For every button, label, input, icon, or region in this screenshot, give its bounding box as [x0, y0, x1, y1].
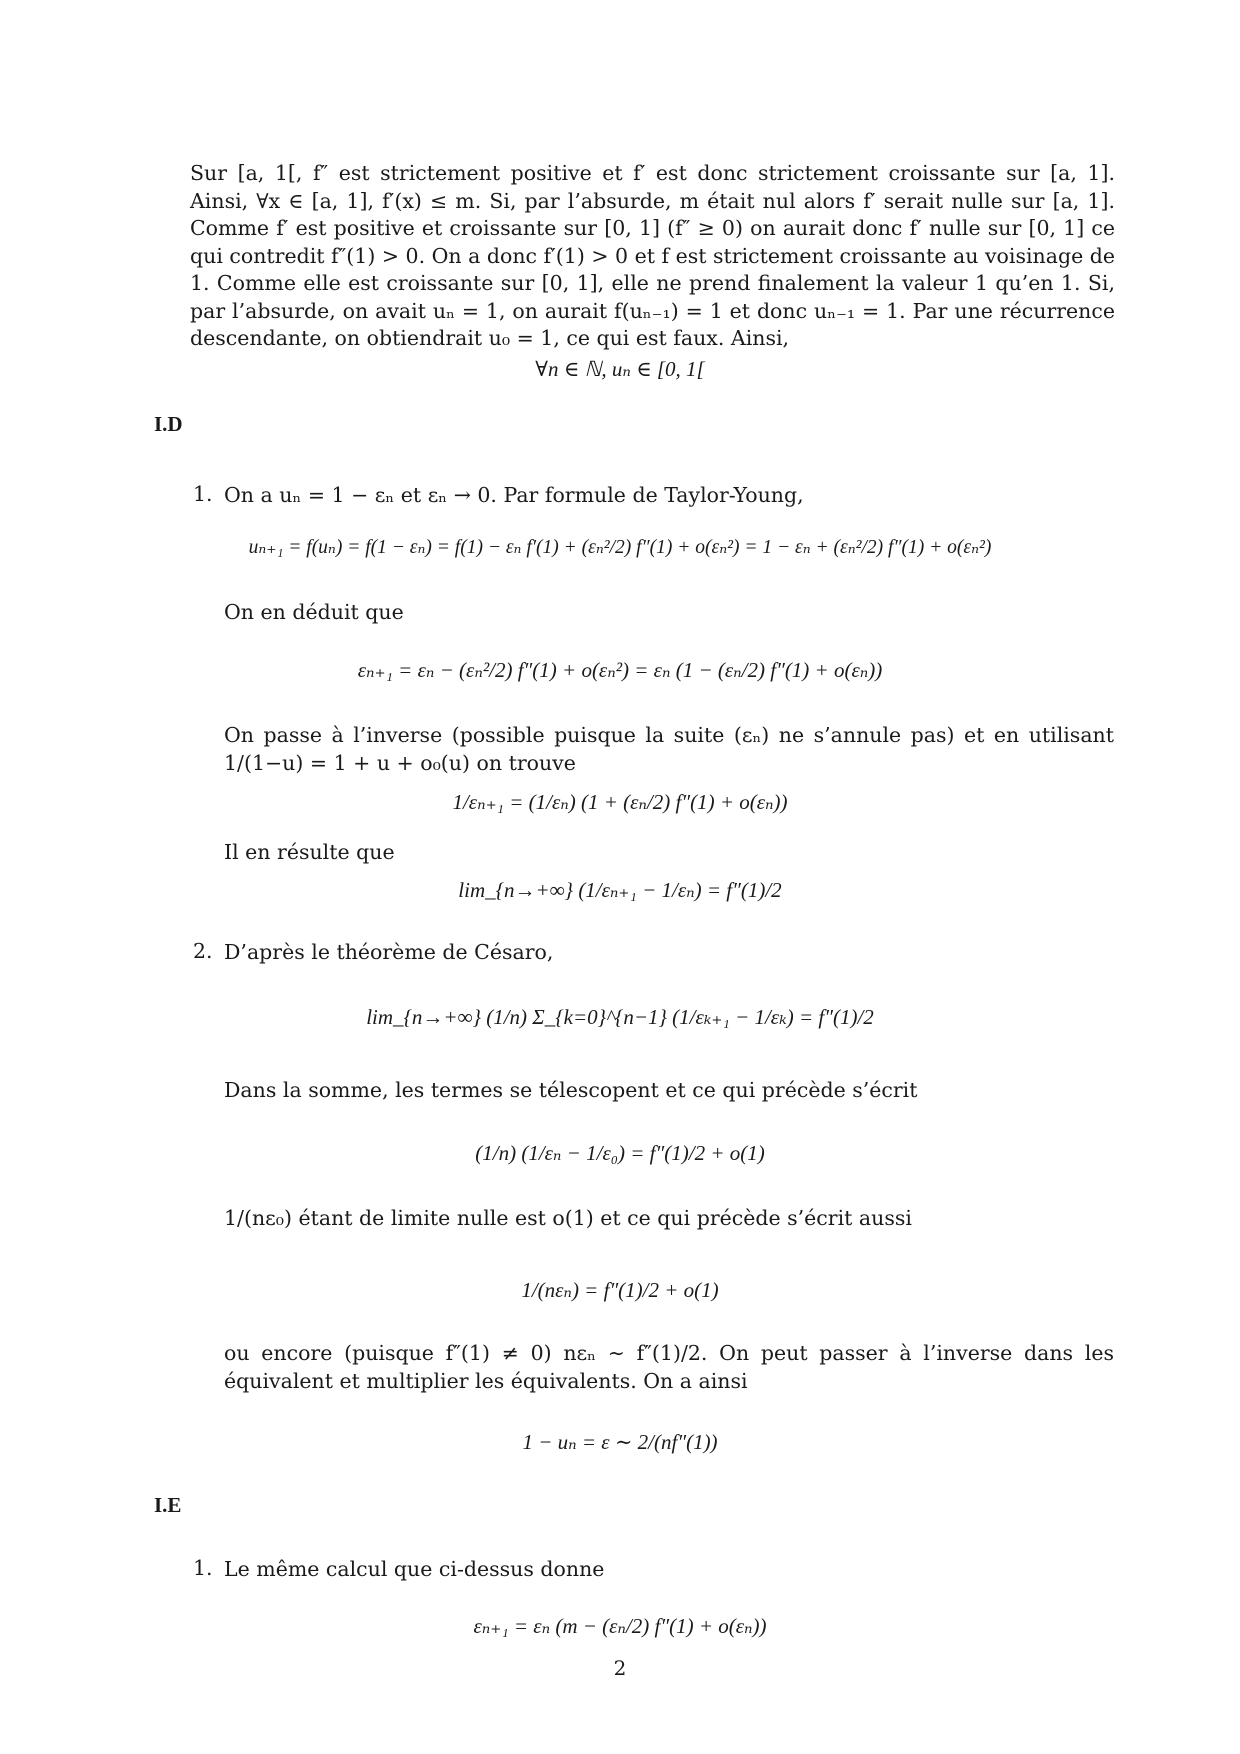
item-text-ID-1-b: On en déduit que: [224, 600, 404, 624]
equation-equivalent: 1 − uₙ = ε ∼ 2/(nf″(1)): [522, 1430, 718, 1454]
equation-epsilon-recurrence: εₙ₊₁ = εₙ − (εₙ²/2) f″(1) + o(εₙ²) = εₙ (1 − (εₙ/2) f″(1) + o(εₙ)): [357, 658, 883, 682]
equation-epsilon-m: εₙ₊₁ = εₙ (m − (εₙ/2) f″(1) + o(εₙ)): [473, 1614, 767, 1638]
item-number-ID-1: 1.: [193, 482, 213, 506]
item-text-ID-2-b: Dans la somme, les termes se télescopent et ce qui précède s’écrit: [224, 1078, 918, 1102]
section-heading-IE: I.E: [154, 1493, 182, 1517]
equation-inverse: 1/εₙ₊₁ = (1/εₙ) (1 + (εₙ/2) f″(1) + o(εₙ)): [452, 790, 788, 814]
item-text-ID-1-d: Il en résulte que: [224, 840, 395, 864]
item-text-ID-1: On a uₙ = 1 − εₙ et εₙ → 0. Par formule de Taylor-Young,: [224, 483, 804, 507]
item-text-ID-1-c: On passe à l’inverse (possible puisque la suite (εₙ) ne s’annule pas) et en utilisant 1/(1−u) = 1 + u + o₀(u) on trouve: [224, 723, 1114, 775]
equation-one-over-n-eps: 1/(nεₙ) = f″(1)/2 + o(1): [521, 1278, 719, 1302]
item-text-ID-2-c: 1/(nε₀) étant de limite nulle est o(1) et ce qui précède s’écrit aussi: [224, 1206, 912, 1230]
equation-telescope: (1/n) (1/εₙ − 1/ε₀) = f″(1)/2 + o(1): [475, 1141, 765, 1165]
page-number: 2: [613, 1656, 627, 1680]
item-number-ID-2: 2.: [193, 939, 213, 963]
item-text-IE-1: Le même calcul que ci-dessus donne: [224, 1557, 605, 1581]
item-number-IE-1: 1.: [193, 1556, 213, 1580]
intro-paragraph: Sur [a, 1[, f″ est strictement positive et f′ est donc strictement croissante sur [a, 1]. Ainsi, ∀x ∈ [a, 1], f′(x) ≤ m. Si, par l’absurde, m était nul alors f′ serait nulle sur [a, 1]. Comme f′ est positive et croissante sur [0, 1] (f″ ≥ 0) on aurait donc f′ nulle sur [0, 1] ce qui contredit f″(1) > 0. On a donc f′(1) > 0 et f est strictement croissante au voisinage de 1. Comme elle est croissante sur [0, 1], elle ne prend finalement la valeur 1 qu’en 1. Si, par l’absurde, on avait uₙ = 1, on aurait f(uₙ₋₁) = 1 et donc uₙ₋₁ = 1. Par une récurrence descendante, on obtiendrait u₀ = 1, ce qui est faux. Ainsi,: [190, 161, 1115, 350]
equation-taylor: uₙ₊₁ = f(uₙ) = f(1 − εₙ) = f(1) − εₙ f′(1) + (εₙ²/2) f″(1) + o(εₙ²) = 1 − εₙ + (εₙ²/2) f″(1) + o(εₙ²): [248, 537, 992, 558]
section-heading-ID: I.D: [154, 412, 183, 436]
equation-cesaro: lim_{n→+∞} (1/n) Σ_{k=0}^{n−1} (1/εₖ₊₁ − 1/εₖ) = f″(1)/2: [366, 1005, 874, 1029]
equation-limit: lim_{n→+∞} (1/εₙ₊₁ − 1/εₙ) = f″(1)/2: [458, 878, 782, 902]
item-text-ID-2-d: ou encore (puisque f″(1) ≠ 0) nεₙ ∼ f″(1)/2. On peut passer à l’inverse dans les équivalent et multiplier les équivalents. On a ainsi: [224, 1341, 1114, 1393]
intro-equation: ∀n ∈ ℕ, uₙ ∈ [0, 1[: [535, 357, 705, 381]
item-text-ID-2: D’après le théorème de Césaro,: [224, 940, 554, 964]
